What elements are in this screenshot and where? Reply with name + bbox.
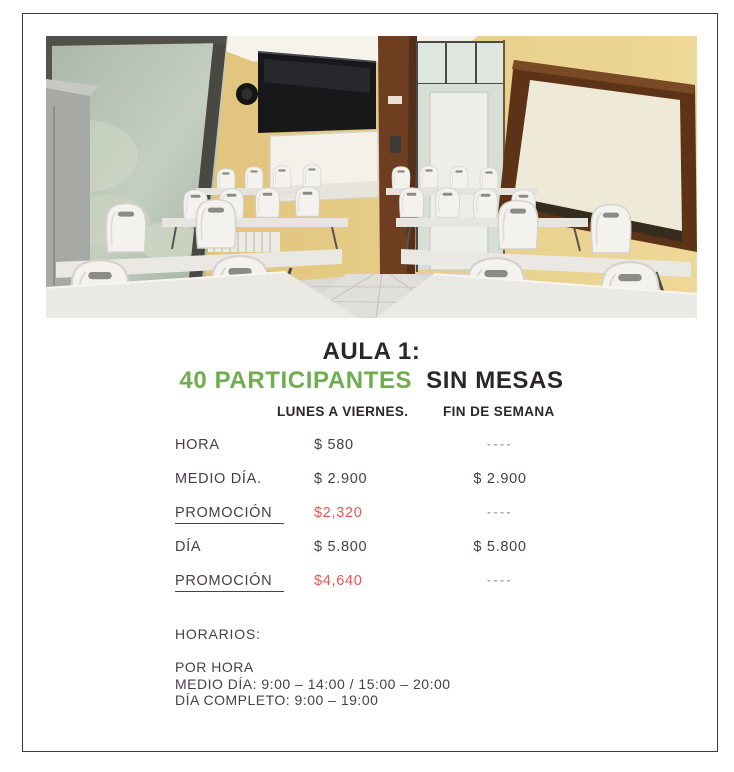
promo-label: PROMOCIÓN (175, 505, 284, 524)
column-header-weekend: FIN DE SEMANA (443, 404, 555, 419)
weekend-price-dash: ---- (487, 505, 513, 519)
weekend-price: $ 2.900 (473, 471, 527, 487)
schedule-line-por-hora: POR HORA (175, 659, 254, 675)
classroom-photo (46, 36, 697, 318)
schedule-heading: HORARIOS: (175, 626, 261, 642)
schedule-line-dia-completo: DÍA COMPLETO: 9:00 – 19:00 (175, 692, 379, 708)
weekend-price-dash: ---- (487, 573, 513, 587)
weekday-price: $ 2.900 (314, 471, 368, 487)
promo-price: $4,640 (314, 573, 363, 589)
row-label: DÍA (175, 539, 202, 555)
weekend-price: $ 5.800 (473, 539, 527, 555)
title-aula: AULA 1: (322, 338, 421, 365)
promo-label: PROMOCIÓN (175, 573, 284, 592)
title-sin-mesas: SIN MESAS (426, 367, 564, 394)
glass-door (417, 40, 504, 274)
price-row-promocion-medio-dia (0, 505, 734, 525)
price-row-dia (0, 539, 734, 559)
price-row-medio-dia (0, 471, 734, 491)
row-label: HORA (175, 437, 220, 453)
weekday-price: $ 5.800 (314, 539, 368, 555)
price-row-hora (0, 437, 734, 457)
title-subline (46, 367, 697, 394)
wood-pillar (378, 36, 417, 276)
column-header-weekday: LUNES A VIERNES. (277, 404, 409, 419)
promo-price: $2,320 (314, 505, 363, 521)
weekday-price: $ 580 (314, 437, 354, 453)
schedule-block (175, 659, 451, 709)
wall-speaker (236, 83, 258, 105)
price-row-promocion-dia (0, 573, 734, 593)
row-label: MEDIO DÍA. (175, 471, 262, 487)
title-participants: 40 PARTICIPANTES (179, 367, 413, 394)
tv-screen (258, 51, 376, 133)
weekend-price-dash: ---- (487, 437, 513, 451)
schedule-line-medio-dia: MEDIO DÍA: 9:00 – 14:00 / 15:00 – 20:00 (175, 675, 451, 692)
page-title (46, 338, 697, 394)
